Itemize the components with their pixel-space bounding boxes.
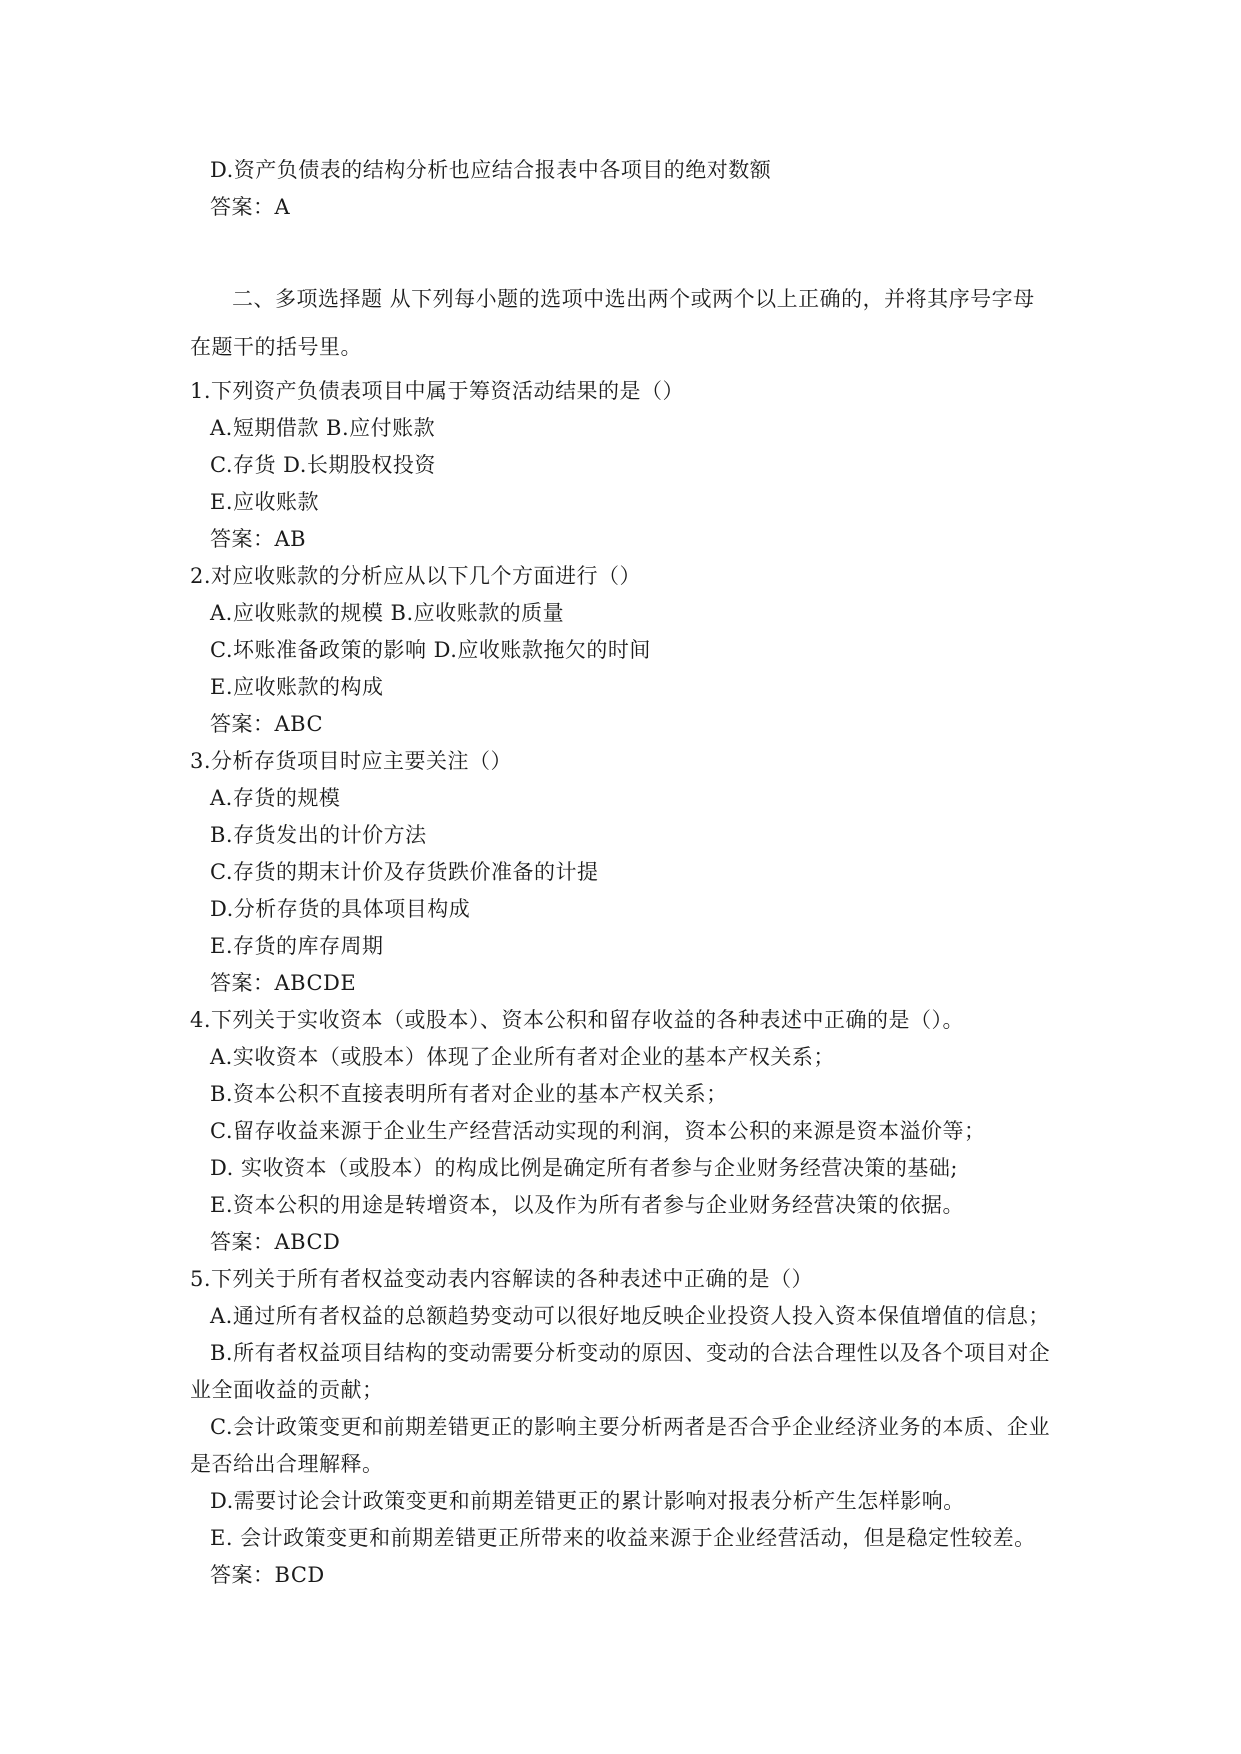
question-1-option: C.存货 D.长期股权投资 xyxy=(210,453,436,477)
question-5-option: D.需要讨论会计政策变更和前期差错更正的累计影响对报表分析产生怎样影响。 xyxy=(210,1489,965,1513)
question-4-option: C.留存收益来源于企业生产经营活动实现的利润，资本公积的来源是资本溢价等； xyxy=(210,1119,986,1143)
question-5-option: B.所有者权益项目结构的变动需要分析变动的原因、变动的合法合理性以及各个项目对企 xyxy=(210,1341,1051,1365)
section-heading-line2: 在题干的括号里。 xyxy=(190,335,362,359)
question-3-option: C.存货的期末计价及存货跌价准备的计提 xyxy=(210,860,599,884)
question-5-option: A.通过所有者权益的总额趋势变动可以很好地反映企业投资人投入资本保值增值的信息； xyxy=(210,1304,1050,1328)
question-2-option: A.应收账款的规模 B.应收账款的质量 xyxy=(210,601,565,625)
question-3-answer: 答案：ABCDE xyxy=(210,971,357,995)
question-4-answer: 答案：ABCD xyxy=(210,1230,341,1254)
question-5-stem: 5.下列关于所有者权益变动表内容解读的各种表述中正确的是（） xyxy=(190,1267,814,1291)
question-5-option-continued: 业全面收益的贡献； xyxy=(190,1378,384,1402)
question-2-answer: 答案：ABC xyxy=(210,712,324,736)
question-1-stem: 1.下列资产负债表项目中属于筹资活动结果的是（） xyxy=(190,379,685,403)
question-1-answer: 答案：AB xyxy=(210,527,307,551)
section-heading-line1: 二、多项选择题 从下列每小题的选项中选出两个或两个以上正确的，并将其序号字母 xyxy=(232,287,1035,311)
question-1-option: A.短期借款 B.应付账款 xyxy=(210,416,436,440)
carryover-answer: 答案：A xyxy=(210,195,291,219)
question-5-option: E. 会计政策变更和前期差错更正所带来的收益来源于企业经营活动，但是稳定性较差。 xyxy=(210,1526,1036,1550)
question-1-option: E.应收账款 xyxy=(210,490,320,514)
question-3-stem: 3.分析存货项目时应主要关注（） xyxy=(190,749,513,773)
question-4-option: D. 实收资本（或股本）的构成比例是确定所有者参与企业财务经营决策的基础; xyxy=(210,1156,959,1180)
question-5-option: C.会计政策变更和前期差错更正的影响主要分析两者是否合乎企业经济业务的本质、企业 xyxy=(210,1415,1050,1439)
question-3-option: B.存货发出的计价方法 xyxy=(210,823,427,847)
question-5-answer: 答案：BCD xyxy=(210,1563,325,1587)
question-2-option: C.坏账准备政策的影响 D.应收账款拖欠的时间 xyxy=(210,638,651,662)
question-2-stem: 2.对应收账款的分析应从以下几个方面进行（） xyxy=(190,564,642,588)
question-4-option: B.资本公积不直接表明所有者对企业的基本产权关系； xyxy=(210,1082,728,1106)
question-3-option: A.存货的规模 xyxy=(210,786,341,810)
question-2-option: E.应收账款的构成 xyxy=(210,675,384,699)
question-5-option-continued: 是否给出合理解释。 xyxy=(190,1452,384,1476)
question-3-option: D.分析存货的具体项目构成 xyxy=(210,897,471,921)
question-3-option: E.存货的库存周期 xyxy=(210,934,384,958)
question-4-option: A.实收资本（或股本）体现了企业所有者对企业的基本产权关系； xyxy=(210,1045,835,1069)
carryover-option-d: D.资产负债表的结构分析也应结合报表中各项目的绝对数额 xyxy=(210,158,772,182)
question-4-stem: 4.下列关于实收资本（或股本）、资本公积和留存收益的各种表述中正确的是（）。 xyxy=(190,1008,965,1032)
question-4-option: E.资本公积的用途是转增资本，以及作为所有者参与企业财务经营决策的依据。 xyxy=(210,1193,965,1217)
